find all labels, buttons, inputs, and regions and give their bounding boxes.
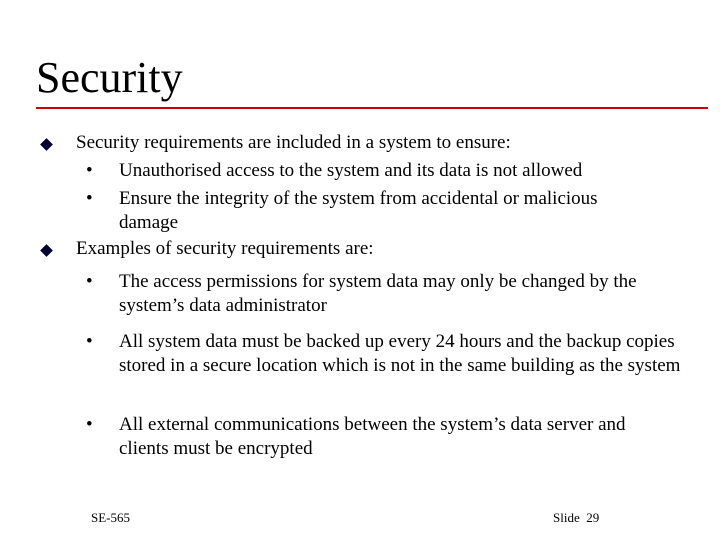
footer-course: SE-565 [91,510,130,525]
sub-bullet-dot-icon: • [86,414,93,435]
slide-title: Security [36,53,183,102]
diamond-bullet-icon [40,244,53,257]
sub-bullet-dot-icon: • [86,188,93,209]
footer-slide-value: 29 [586,510,600,525]
diamond-bullet-icon [40,138,53,151]
footer-slide-number [553,510,599,526]
bullet-1-subitem-2: Ensure the integrity of the system from accidental or malicious damage [119,188,598,233]
bullet-1-subitem-1: Unauthorised access to the system and its data is not allowed [119,160,583,181]
bullet-2-subitem-3: All external communications between the system’s data server and clients must be encrypted [119,414,626,459]
sub-bullet-dot-icon: • [86,271,93,292]
sub-bullet-dot-icon: • [86,331,93,352]
bullet-2-text: Examples of security requirements are: [76,238,374,259]
title-underline [36,107,708,109]
footer-slide-label: Slide [553,510,580,525]
sub-bullet-dot-icon: • [86,160,93,181]
bullet-2-subitem-1: The access permissions for system data may only be changed by the system’s data administrator [119,271,637,316]
bullet-1-text: Security requirements are included in a system to ensure: [76,132,511,153]
bullet-2-subitem-2: All system data must be backed up every 24 hours and the backup copies stored in a secure location which is not in the same building as the system [119,331,681,376]
